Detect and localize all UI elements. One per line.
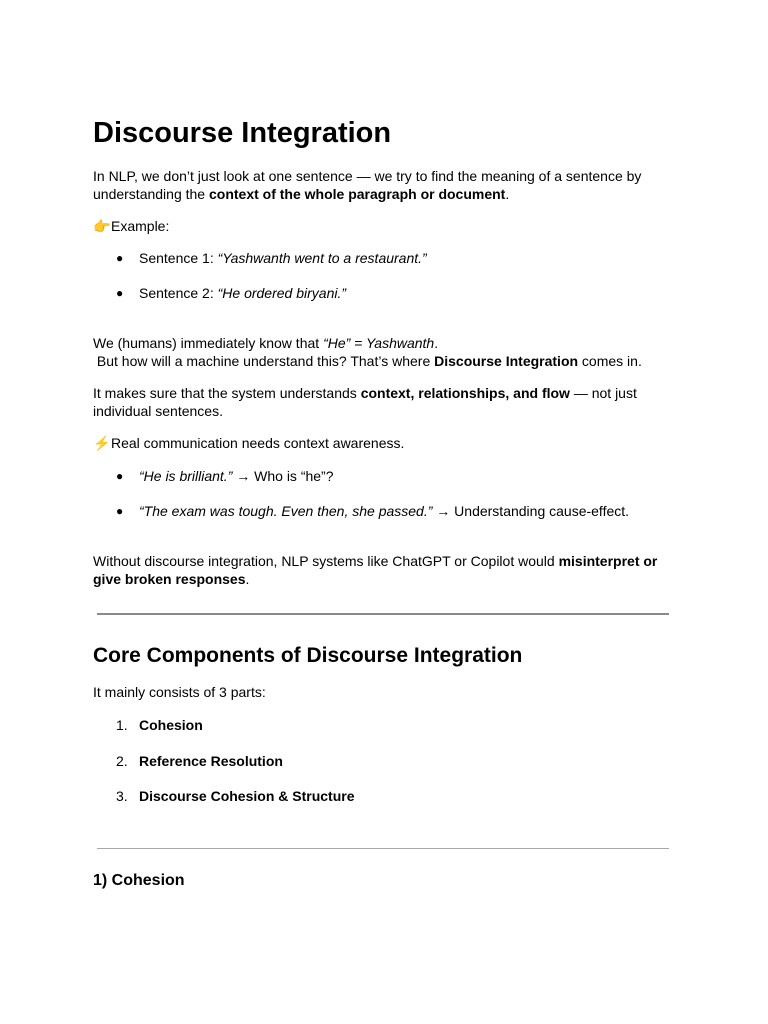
list-item: ● “The exam was tough. Even then, she passed.” → Understanding cause-effect. xyxy=(116,503,630,519)
without-paragraph: Without discourse integration, NLP systems like ChatGPT or Copilot would misinterpret or give broken responses. xyxy=(93,553,658,587)
section-heading-cohesion: 1) Cohesion xyxy=(93,872,185,889)
list-item: ● “He is brilliant.” → Who is “he”? xyxy=(116,468,334,484)
list-item: ● Sentence 2: “He ordered biryani.” xyxy=(116,285,347,301)
humans-paragraph: We (humans) immediately know that “He” = Yashwanth. But how will a machine understand this? That’s where Discourse Integration comes in. xyxy=(93,335,642,369)
lightning-icon: ⚡ xyxy=(93,435,111,451)
numbered-item: 2. Reference Resolution xyxy=(116,753,283,769)
list-item: ● Sentence 1: “Yashwanth went to a restaurant.” xyxy=(116,250,427,266)
example-label: 👉Example: xyxy=(93,218,170,234)
intro-paragraph: In NLP, we don’t just look at one sentence — we try to find the meaning of a sentence by understanding the context of the whole paragraph or document. xyxy=(93,168,642,202)
ensures-paragraph: It makes sure that the system understands context, relationships, and flow — not just individual sentences. xyxy=(93,385,637,419)
divider xyxy=(97,848,669,849)
page-title: Discourse Integration xyxy=(93,117,392,149)
core-heading: Core Components of Discourse Integration xyxy=(93,644,523,667)
real-communication-line: ⚡Real communication needs context awareness. xyxy=(93,435,405,451)
numbered-item: 3. Discourse Cohesion & Structure xyxy=(116,788,355,804)
bullet-icon: ● xyxy=(116,504,124,518)
pointing-hand-icon: 👉 xyxy=(93,218,111,234)
bullet-icon: ● xyxy=(116,251,124,265)
divider xyxy=(97,613,669,615)
core-lead: It mainly consists of 3 parts: xyxy=(93,684,266,700)
numbered-item: 1. Cohesion xyxy=(116,717,203,733)
bullet-icon: ● xyxy=(116,286,124,300)
bullet-icon: ● xyxy=(116,469,124,483)
